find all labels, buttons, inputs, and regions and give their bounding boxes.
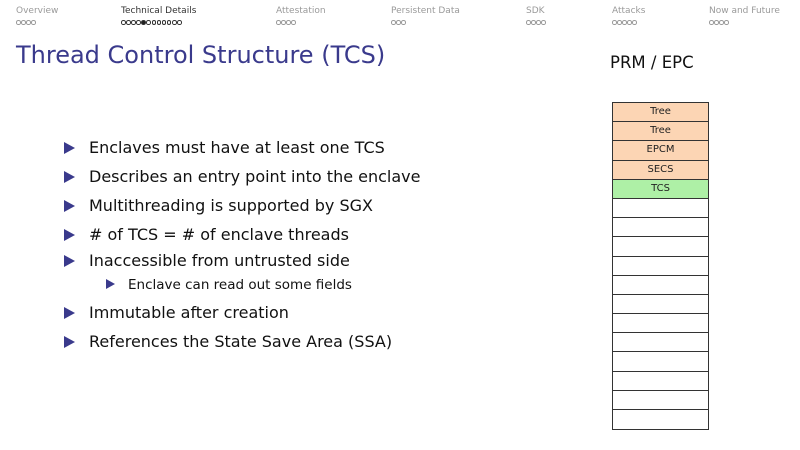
nav-section-sdk[interactable] (526, 6, 546, 26)
nav-section-label[interactable]: Persistent Data (391, 6, 460, 16)
epc-page-empty (613, 333, 708, 352)
nav-section-label[interactable]: Attacks (612, 6, 646, 16)
nav-frame-dot[interactable] (291, 20, 296, 25)
bullet-item (64, 167, 420, 187)
bullet-item (64, 251, 420, 271)
nav-frame-dot[interactable] (276, 20, 281, 25)
nav-frame-dot[interactable] (531, 20, 536, 25)
nav-frame-dot[interactable] (709, 20, 714, 25)
epc-page-empty (613, 372, 708, 391)
epc-page-empty (613, 257, 708, 276)
nav-section-label[interactable]: SDK (526, 6, 545, 16)
nav-frame-dot[interactable] (167, 20, 172, 25)
bullet-item (64, 303, 420, 323)
nav-frame-dot[interactable] (146, 20, 151, 25)
nav-frame-dot[interactable] (281, 20, 286, 25)
bullet-triangle-icon (64, 336, 75, 348)
nav-section-attacks[interactable] (612, 6, 645, 26)
epc-page-tcs: TCS (613, 180, 708, 199)
bullet-item (64, 196, 420, 216)
nav-frame-dot[interactable] (162, 20, 167, 25)
bullet-text: Multithreading is supported by SGX (89, 196, 373, 215)
nav-frame-dot[interactable] (724, 20, 729, 25)
epc-page-tree: Tree (613, 103, 708, 122)
epc-title: PRM / EPC (610, 53, 694, 72)
nav-frame-dot[interactable] (632, 20, 637, 25)
epc-page-epcm: EPCM (613, 141, 708, 160)
nav-frame-dot[interactable] (131, 20, 136, 25)
nav-frame-dot[interactable] (536, 20, 541, 25)
bullet-triangle-icon (106, 279, 115, 289)
sub-bullet-text: Enclave can read out some fields (128, 277, 352, 293)
epc-page-empty (613, 218, 708, 237)
nav-frame-dot[interactable] (121, 20, 126, 25)
nav-frame-dot[interactable] (622, 20, 627, 25)
bullet-text: Describes an entry point into the enclave (89, 167, 421, 186)
nav-frame-dot[interactable] (26, 20, 31, 25)
bullet-text: Enclaves must have at least one TCS (89, 138, 385, 157)
nav-frame-dot[interactable] (21, 20, 26, 25)
nav-frame-dot[interactable] (172, 20, 177, 25)
nav-frame-dot[interactable] (16, 20, 21, 25)
nav-frame-dot[interactable] (714, 20, 719, 25)
epc-page-empty (613, 352, 708, 371)
nav-frame-dot[interactable] (401, 20, 406, 25)
nav-frame-dot[interactable] (526, 20, 531, 25)
epc-page-empty (613, 237, 708, 256)
nav-frame-dot[interactable] (617, 20, 622, 25)
nav-frame-dot[interactable] (719, 20, 724, 25)
epc-page-secs: SECS (613, 161, 708, 180)
bullet-triangle-icon (64, 171, 75, 183)
nav-section-overview[interactable] (16, 6, 58, 26)
nav-frame-dot-current[interactable] (141, 20, 146, 25)
sub-bullet-item (64, 276, 420, 294)
bullet-text: # of TCS = # of enclave threads (89, 225, 349, 244)
nav-frame-dot[interactable] (396, 20, 401, 25)
nav-section-label[interactable]: Now and Future (709, 6, 780, 16)
bullet-item (64, 138, 420, 158)
nav-frame-dot[interactable] (152, 20, 157, 25)
nav-frame-dot[interactable] (136, 20, 141, 25)
slide-title: Thread Control Structure (TCS) (16, 41, 386, 69)
nav-section-label[interactable]: Technical Details (121, 6, 197, 16)
bullet-triangle-icon (64, 229, 75, 241)
bullet-text: References the State Save Area (SSA) (89, 332, 393, 351)
nav-section-technical-details[interactable] (121, 6, 196, 26)
nav-section-attestation[interactable] (276, 6, 326, 26)
nav-frame-dot[interactable] (612, 20, 617, 25)
bullet-triangle-icon (64, 200, 75, 212)
bullet-text: Immutable after creation (89, 303, 289, 322)
bullet-list (64, 138, 420, 352)
nav-frame-dots (276, 19, 326, 26)
nav-frame-dot[interactable] (391, 20, 396, 25)
bullet-text: Inaccessible from untrusted side (89, 251, 350, 270)
nav-section-label[interactable]: Overview (16, 6, 59, 16)
nav-frame-dots (391, 19, 460, 26)
bullet-item (64, 225, 420, 245)
bullet-item (64, 332, 420, 352)
epc-page-empty (613, 410, 708, 429)
nav-section-label[interactable]: Attestation (276, 6, 326, 16)
nav-frame-dots (121, 19, 196, 26)
nav-frame-dot[interactable] (541, 20, 546, 25)
bullet-triangle-icon (64, 142, 75, 154)
nav-frame-dot[interactable] (126, 20, 131, 25)
epc-page-empty (613, 199, 708, 218)
nav-frame-dots (612, 19, 645, 26)
nav-section-persistent-data[interactable] (391, 6, 460, 26)
nav-frame-dot[interactable] (286, 20, 291, 25)
epc-page-tree: Tree (613, 122, 708, 141)
bullet-triangle-icon (64, 255, 75, 267)
nav-section-now-and-future[interactable] (709, 6, 780, 26)
epc-memory-column (612, 102, 709, 430)
nav-frame-dots (709, 19, 780, 26)
bullet-triangle-icon (64, 307, 75, 319)
nav-frame-dot[interactable] (31, 20, 36, 25)
section-navigation (0, 6, 800, 28)
nav-frame-dot[interactable] (627, 20, 632, 25)
nav-frame-dot[interactable] (157, 20, 162, 25)
epc-page-empty (613, 295, 708, 314)
nav-frame-dots (526, 19, 546, 26)
nav-frame-dot[interactable] (177, 20, 182, 25)
epc-page-empty (613, 314, 708, 333)
epc-page-empty (613, 391, 708, 410)
nav-frame-dots (16, 19, 58, 26)
epc-page-empty (613, 276, 708, 295)
